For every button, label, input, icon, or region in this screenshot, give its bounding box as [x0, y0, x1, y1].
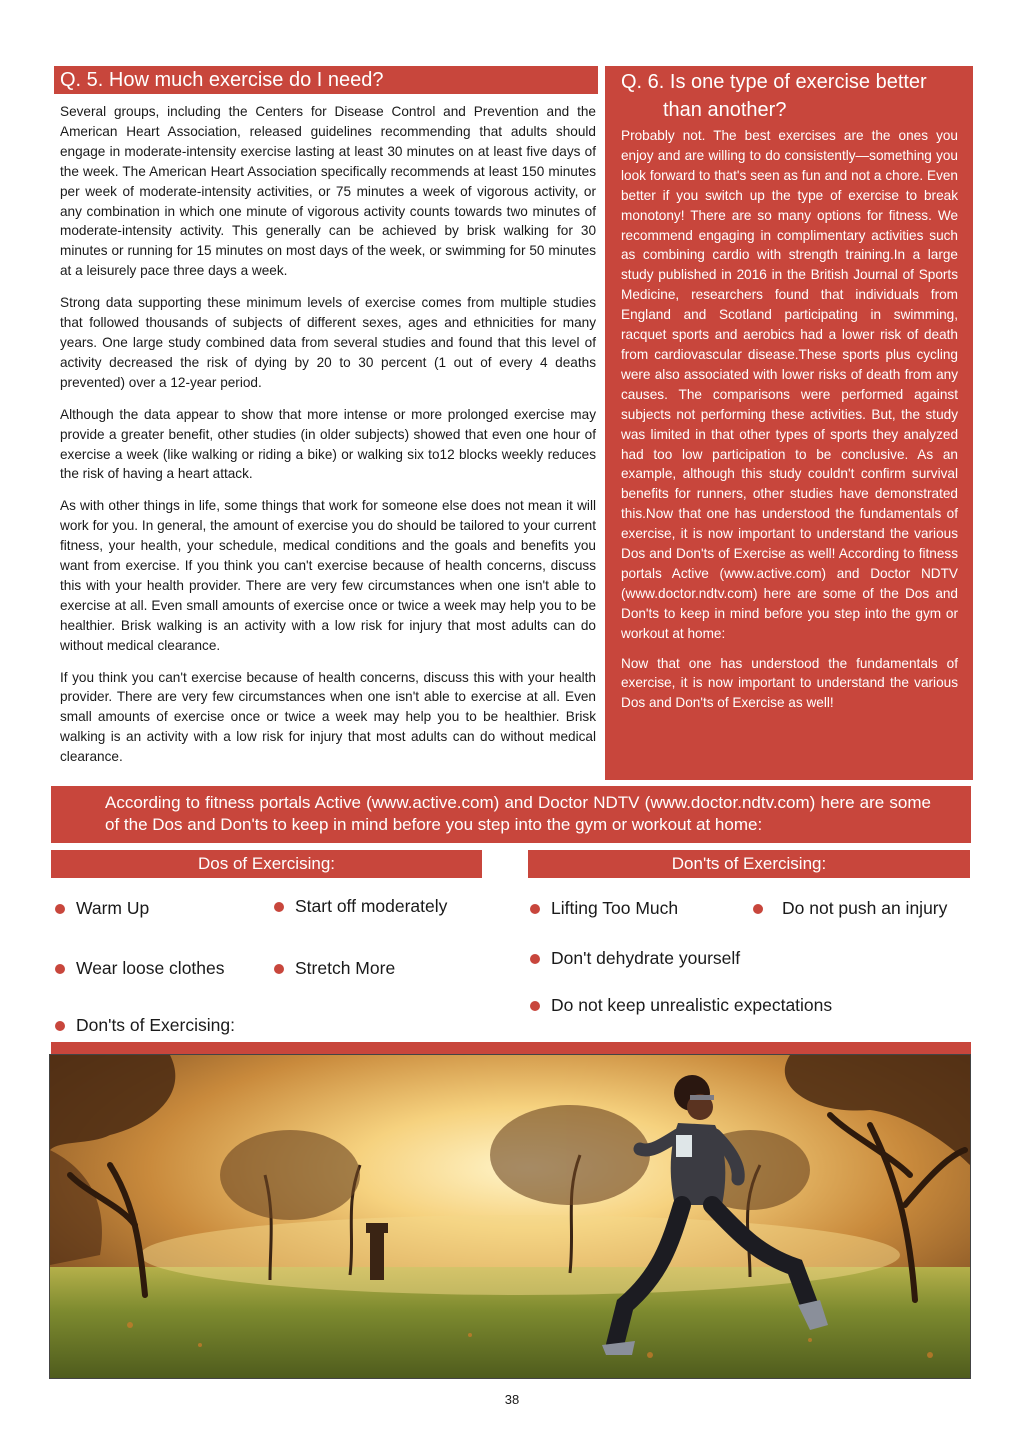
- question-5-title: Q. 5. How much exercise do I need?: [54, 66, 598, 94]
- dos-item-stretch-more: [274, 958, 395, 979]
- jogger-park-photo: [49, 1054, 971, 1379]
- donts-item-do-not-push-injury: [753, 898, 947, 919]
- donts-item-dehydrate: [530, 948, 740, 969]
- q6-paragraph-2: Now that one has understood the fundamentals of exercise, it is now important to understand the various Dos and Don'ts of Exercise as well!: [621, 655, 958, 711]
- q5-paragraph-3: Although the data appear to show that more intense or more prolonged exercise may provide a greater benefit, other studies (in older subjects) showed that even one hour of exercise a week (like walking or riding a bike) or walking six to12 blocks weekly reduces the risk of having a heart attack.: [60, 406, 596, 482]
- bullet-icon: [55, 1021, 65, 1031]
- q5-paragraph-2: Strong data supporting these minimum levels of exercise comes from multiple studies that followed thousands of subjects of different sexes, ages and ethnicities for many years. One large study combined data from several studies and found that this level of activity decreased the risk of dying by 20 to 30 percent (1 out of every 4 deaths prevented) over a 12-year period.: [60, 295, 596, 390]
- bullet-icon: [753, 904, 763, 914]
- donts-item-unrealistic-expectations: [530, 995, 832, 1016]
- q5-paragraph-1: Several groups, including the Centers for Disease Control and Prevention and the American Heart Association, released guidelines recommending that adults should engage in moderate-intensity exercise lasting at least 30 minutes on at least five days of the week. The American Heart Association specifically recommends at least 150 minutes per week of moderate-intensity activities, or 75 minutes a week of vigorous activity, or any combination in which one minute of vigorous activity counts towards two minutes of moderate-intensity activity. This generally can be achieved by brisk walking for 30 minutes or running for 15 minutes on most days of the week, or swimming for 50 minutes at a leisurely pace three days a week.: [60, 104, 596, 279]
- question-6-box: [605, 66, 973, 780]
- bullet-icon: [274, 964, 284, 974]
- dos-item-donts-heading: [55, 1015, 235, 1036]
- donts-item-lifting-too-much: [530, 898, 678, 919]
- jogger-photo-illustration: [50, 1055, 970, 1378]
- q5-paragraph-4: As with other things in life, some things that work for someone else does not mean it will work for you. In general, the amount of exercise you do should be tailored to your current fitness, your health, your schedule, medical conditions and the goals and benefits you want from exercise. If you think you can't exercise because of health concerns, discuss this with your health provider. There are very few circumstances when one isn't able to exercise at all. Even small amounts of exercise once or twice a week may help you to be healthier. Brisk walking is an activity with a low risk for injury that most adults can do without medical clearance.: [60, 498, 596, 653]
- dos-donts-intro-banner: According to fitness portals Active (www.active.com) and Doctor NDTV (www.doctor.ndtv.com) here are some of the Dos and Don'ts to keep in mind before you step into the gym or workout at home:: [51, 786, 971, 843]
- question-5-column: [54, 66, 598, 779]
- bullet-icon: [55, 904, 65, 914]
- q6-paragraph-1: Probably not. The best exercises are the ones you enjoy and are willing to do consistently—something you look forward to that's seen as fun and not a chore. Even better if you switch up the type of exercise to break monotony! There are so many options for fitness. We recommend engaging in complimentary activities such as combining cardio with strength training.In a large study published in 2016 in the British Journal of Sports Medicine, researchers found that individuals from England and Scotland participating in swimming, racquet sports and aerobics had a lower risk of death from cardiovascular disease.These sports plus cycling were also associated with lower risks of death from any causes. The comparisons were performed against subjects not performing these activities. But, the study was limited in that other types of sports they analyzed had too low participation to be conclusive. As an example, although this study couldn't confirm survival benefits for runners, other studies have demonstrated this.Now that one has understood the fundamentals of exercise, it is now important to understand the various Dos and Don'ts of Exercise as well! According to fitness portals Active (www.active.com) and Doctor NDTV (www.doctor.ndtv.com) here are some of the Dos and Don'ts to keep in mind before you step into the gym or workout at home:: [621, 128, 958, 641]
- photo-top-bar: [51, 1042, 971, 1054]
- donts-header: Don'ts of Exercising:: [528, 850, 970, 878]
- dos-item-label: Warm Up: [76, 898, 150, 918]
- donts-item-label: Do not keep unrealistic expectations: [551, 995, 833, 1015]
- bullet-icon: [55, 964, 65, 974]
- donts-item-label: Don't dehydrate yourself: [551, 948, 741, 968]
- question-6-title: [621, 68, 958, 124]
- dos-item-start-off-moderately: [274, 896, 447, 917]
- dos-item-label: Don'ts of Exercising:: [76, 1015, 235, 1035]
- donts-item-label: Lifting Too Much: [551, 898, 679, 918]
- dos-item-warm-up: [55, 898, 149, 919]
- bullet-icon: [530, 904, 540, 914]
- donts-item-label: Do not push an injury: [782, 898, 948, 918]
- dos-item-label: Start off moderately: [295, 896, 448, 916]
- q5-paragraph-5: If you think you can't exercise because of health concerns, discuss this with your health provider. There are very few circumstances when one isn't able to exercise at all. Even small amounts of exercise once or twice a week may help you to be healthier. Brisk walking is an activity with a low risk for injury that most adults can do without medical clearance.: [60, 669, 596, 765]
- q6-title-line-2: than another?: [663, 99, 787, 121]
- bullet-icon: [530, 1001, 540, 1011]
- page-number: 38: [504, 1392, 520, 1407]
- dos-item-wear-loose-clothes: [55, 958, 225, 979]
- dos-item-label: Wear loose clothes: [76, 958, 225, 978]
- bullet-icon: [274, 902, 284, 912]
- bullet-icon: [530, 954, 540, 964]
- dos-header: Dos of Exercising:: [51, 850, 482, 878]
- q6-title-line-1: Q. 6. Is one type of exercise better: [621, 71, 927, 93]
- dos-item-label: Stretch More: [295, 958, 396, 978]
